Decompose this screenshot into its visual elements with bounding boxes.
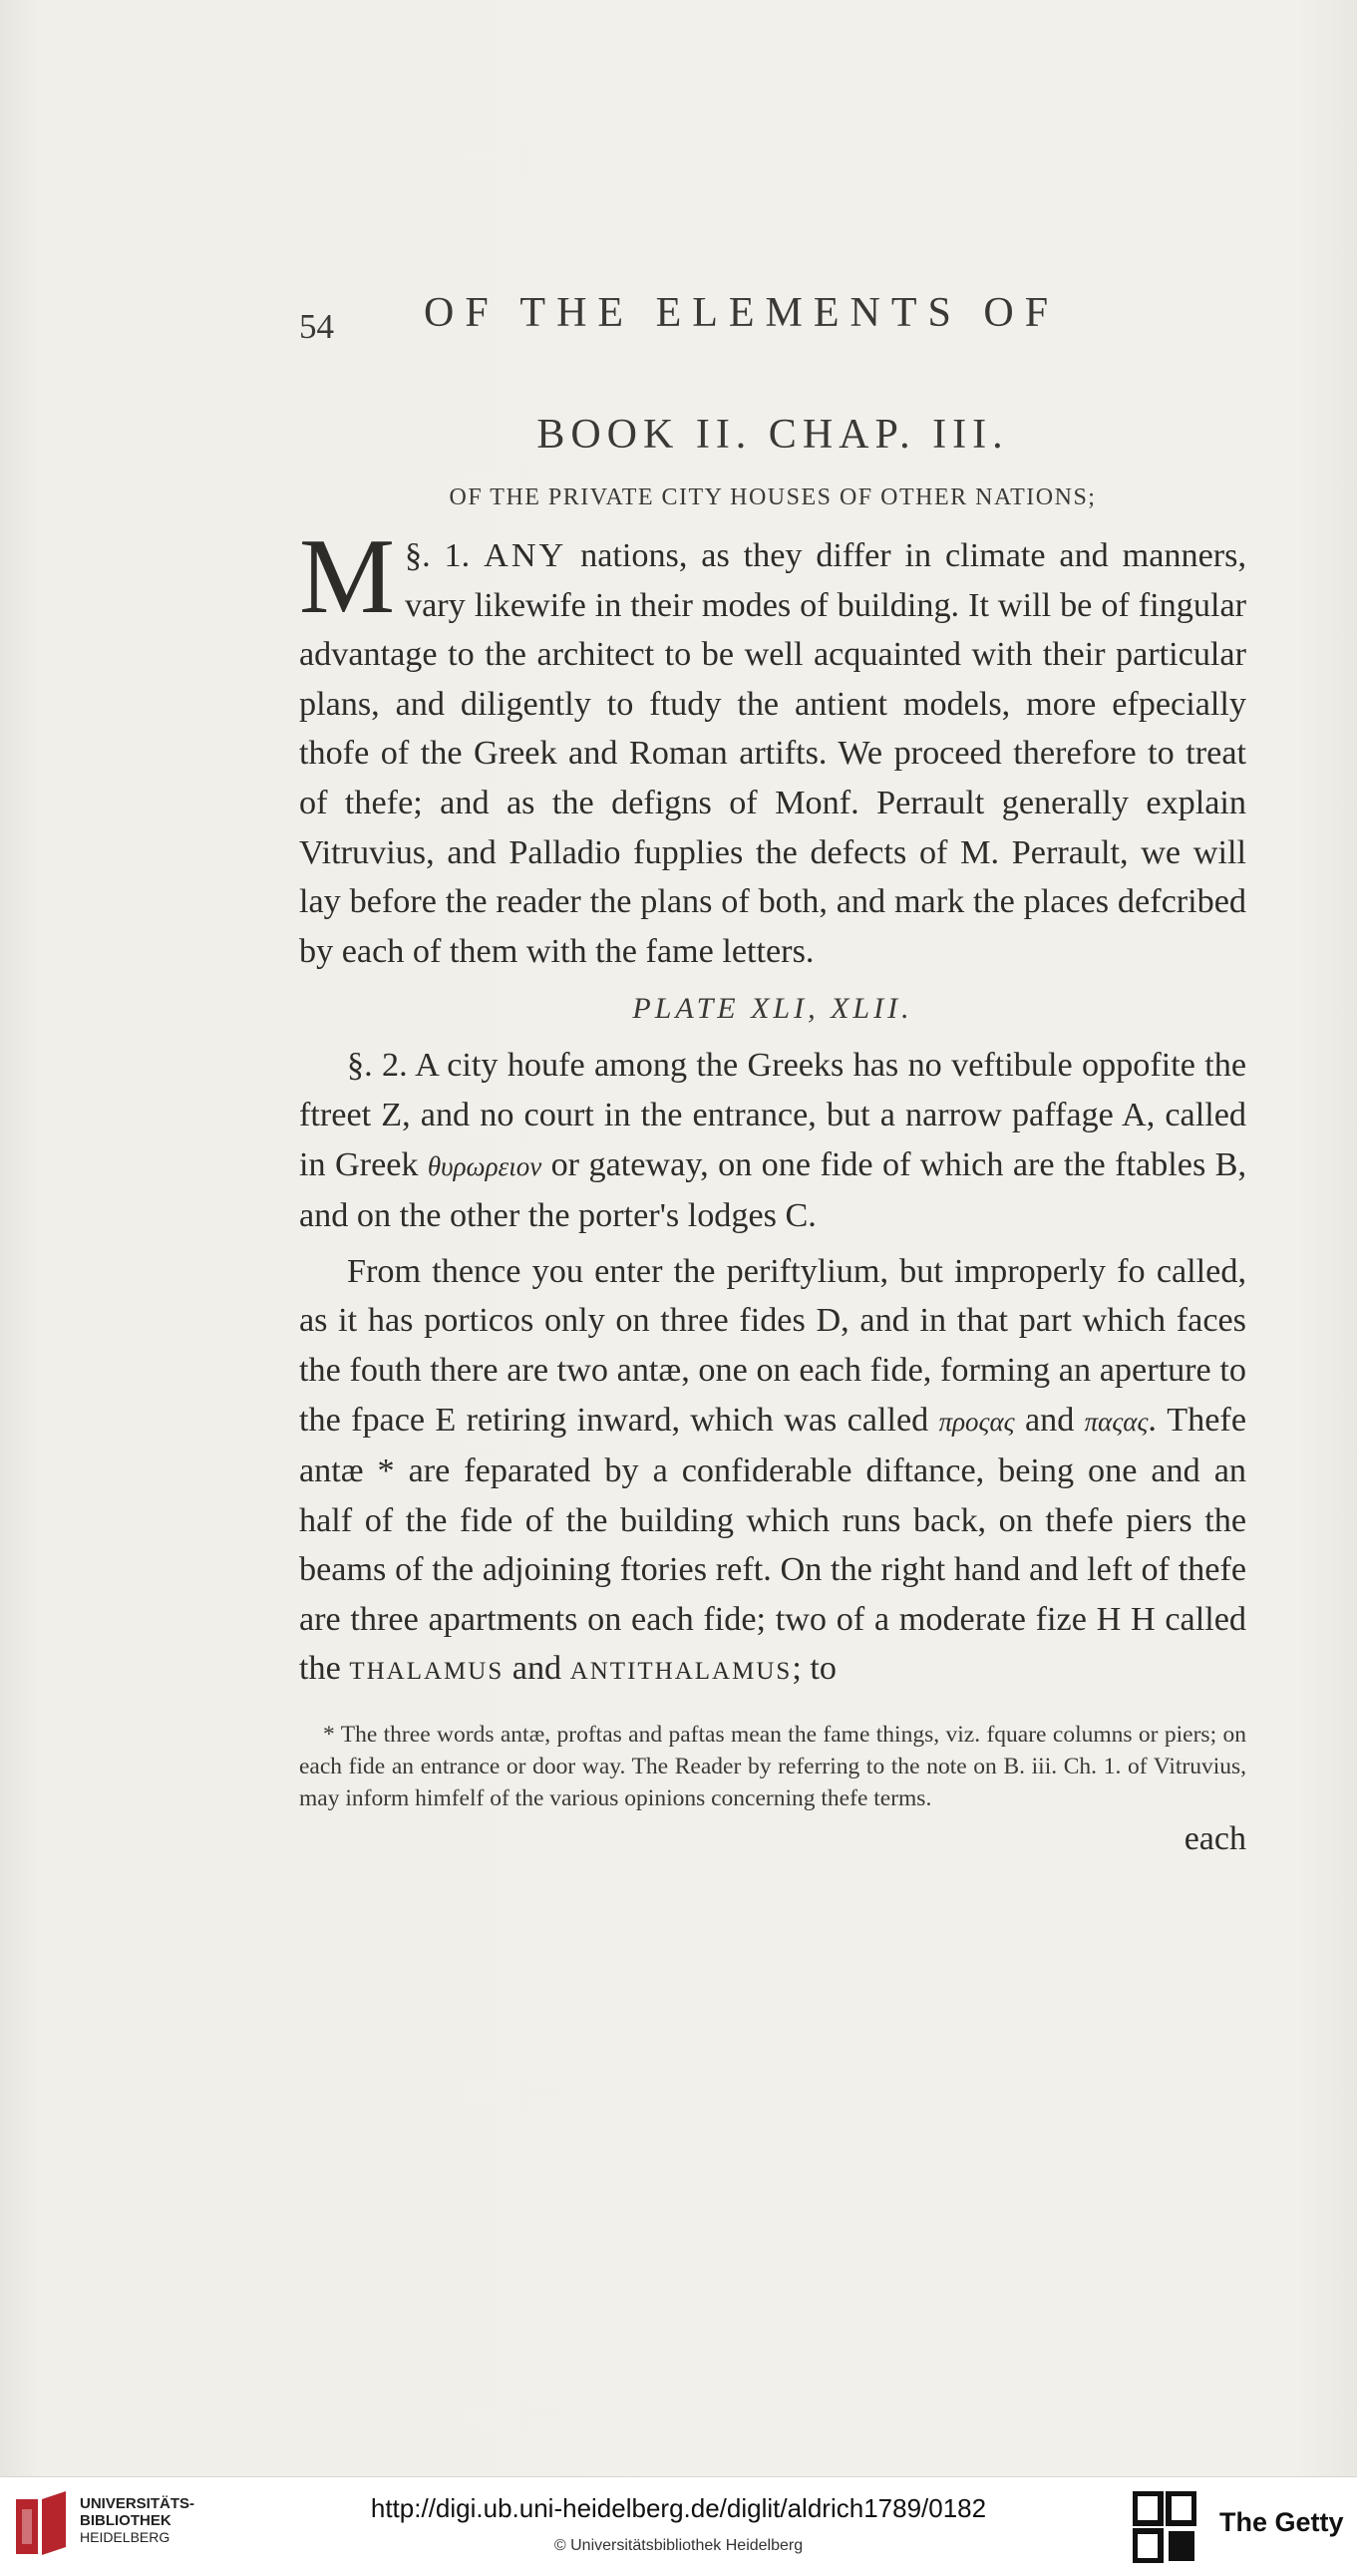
university-name-line-2: BIBLIOTHEK: [80, 2512, 171, 2529]
catchword: each: [1184, 1820, 1246, 1858]
paragraph-1: [299, 517, 1246, 976]
copyright-notice: © Universitätsbibliothek Heidelberg: [553, 2537, 804, 2554]
paragraph-1-text: nations, as they differ in climate and manners, vary likewife in their modes of building. It will be of fingular advantage to the architect to be well acquainted with their particular plans, and diligently to ftudy the antient models, more efpecially thofe of the Greek and Roman artifts. We proceed therefore to treat of thefe; and as the defigns of Monf. Perrault generally explain Vitruvius, and Palladio fupplies the defects of M. Perrault, we will lay before the reader the plans of both, and mark the places defcribed by each of them with the fame letters.: [299, 537, 1246, 970]
paragraph-3-and-2: and: [504, 1650, 570, 1688]
getty-logo-icon: [1133, 2491, 1196, 2563]
initial-caps: ANY: [484, 537, 567, 574]
paragraph-3: [299, 1247, 1246, 1697]
greek-word-1: προςας: [938, 1406, 1015, 1437]
paragraph-2-text-a: §. 2. A city houfe among the Greeks has no veftibule oppofite the ftreet Z, and no court in the entrance, but a narrow paffage A, called in Greek: [299, 1047, 1246, 1183]
small-caps-thalamus: THALAMUS: [349, 1658, 505, 1686]
paragraph-3-and: and: [1014, 1401, 1085, 1439]
footnote: * The three words antæ, proftas and paftas mean the fame things, viz. fquare columns or piers; on each fide an entrance or door way. The Reader by referring to the note on B. iii. Ch. 1. of Vitruvius, may inform himfelf of the various opinions concerning thefe terms.: [299, 1722, 1246, 1812]
running-head: [299, 279, 1246, 349]
getty-name: The Getty: [1219, 2507, 1344, 2537]
viewer-footer: [0, 2476, 1357, 2576]
drop-cap: M: [299, 517, 396, 636]
page-number: 54: [299, 307, 334, 346]
university-name-line-1: UNIVERSITÄTS-: [80, 2495, 195, 2512]
section-mark: §. 1.: [405, 537, 471, 574]
paragraph-3-text-a: From thence you enter the periftylium, but improperly fo called, as it has porticos only on three fides D, and in that part which faces the fouth there are two antæ, one on each fide, forming an aperture to the fpace E retiring inward, which was called: [299, 1252, 1246, 1439]
text-block: [299, 279, 1246, 1858]
book-chapter-heading: BOOK II. CHAP. III.: [536, 412, 1009, 458]
plate-heading: PLATE XLI, XLII.: [632, 992, 913, 1026]
permalink-url[interactable]: http://digi.ub.uni-heidelberg.de/diglit/aldrich1789/0182: [370, 2493, 987, 2523]
paragraph-2: [299, 1041, 1246, 1240]
chapter-title: OF THE PRIVATE CITY HOUSES OF OTHER NATIONS;: [449, 484, 1097, 510]
paragraph-2-text-b: or gateway, on one fide of which are the ftables B, and on the other the porter's lodges C.: [299, 1145, 1247, 1235]
paragraph-3-text-c: ; to: [792, 1650, 837, 1688]
greek-word: θυρωρειον: [427, 1150, 542, 1181]
paragraph-3-text-b: . Thefe antæ * are feparated by a confiderable diftance, being one and an half of the fide of the building which runs back, on thefe piers the beams of the adjoining ftories reft. On the right hand and left of thefe are three apartments on each fide; two of a moderate fize H H called the: [299, 1401, 1246, 1688]
running-title: OF THE ELEMENTS OF: [424, 290, 1060, 336]
greek-word-2: παςας: [1084, 1406, 1149, 1437]
university-name-line-3: HEIDELBERG: [80, 2529, 170, 2545]
small-caps-antithalamus: ANTITHALAMUS: [569, 1658, 793, 1686]
